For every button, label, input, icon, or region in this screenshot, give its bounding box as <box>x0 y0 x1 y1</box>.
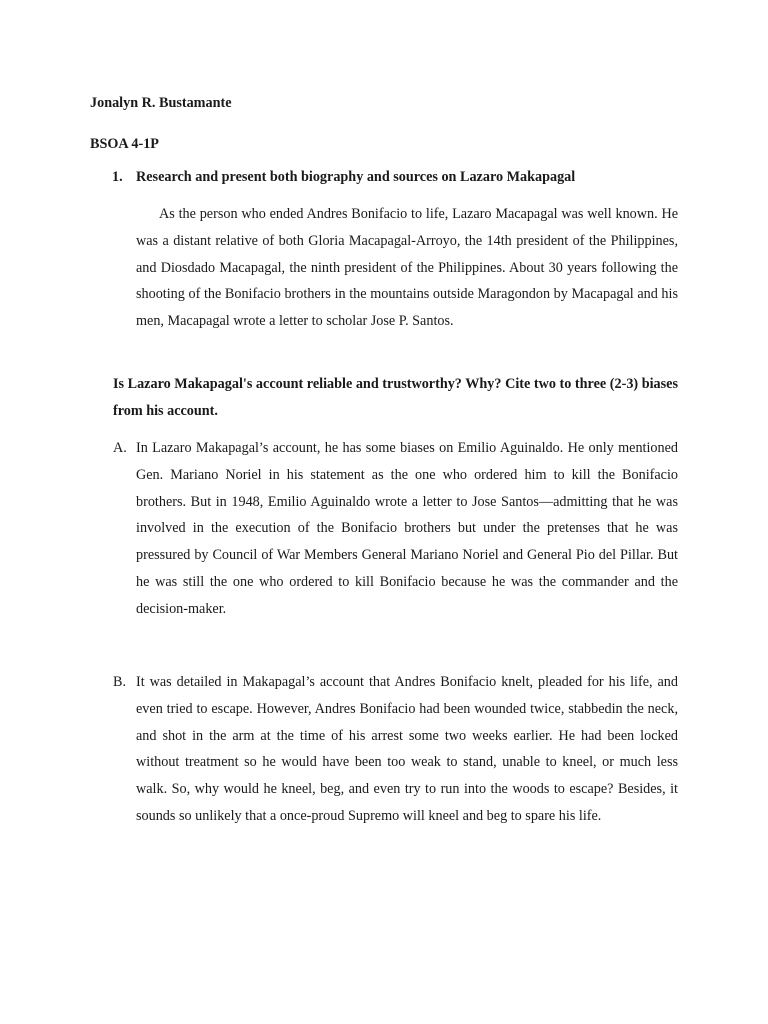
question-1-body: As the person who ended Andres Bonifacio to life, Lazaro Macapagal was well known. He was a distant relative of both Gloria Macapagal-Arroyo, the 14th president of the Philippines, and Diosdado Macapagal, the ninth president of the Philippines. About 30 years following the shooting of the Bonifacio brothers in the mountains outside Maragondon by Macapagal and his men, Macapagal wrote a letter to scholar Jose P. Santos. <box>136 206 678 330</box>
answer-a-marker: A. <box>113 440 127 456</box>
question-1-number: 1. <box>112 169 123 185</box>
question-2-title: Is Lazaro Makapagal's account reliable and trustworthy? Why? Cite two to three (2-3) biases from his account. <box>113 376 678 419</box>
course-section: BSOA 4-1P <box>90 136 159 152</box>
author-name: Jonalyn R. Bustamante <box>90 95 232 111</box>
question-1-title: Research and present both biography and sources on Lazaro Makapagal <box>136 169 576 185</box>
answer-a-text: In Lazaro Makapagal’s account, he has some biases on Emilio Aguinaldo. He only mentioned Gen. Mariano Noriel in his statement as the one who ordered him to kill the Bonifacio brothers. But in 1948, Emilio Aguinaldo wrote a letter to Jose Santos—admitting that he was involved in the execution of the Bonifacio brothers but under the pretenses that he was pressured by Council of War Members General Mariano Noriel and General Pio del Pillar. But he was still the one who ordered to kill Bonifacio because he was the commander and the decision-maker. <box>136 440 678 617</box>
answer-b-text: It was detailed in Makapagal’s account that Andres Bonifacio knelt, pleaded for his life, and even tried to escape. However, Andres Bonifacio had been wounded twice, stabbedin the neck, and shot in the arm at the time of his arrest some two weeks earlier. He had been locked without treatment so he would have been too weak to stand, unable to kneel, or much less walk. So, why would he kneel, beg, and even try to run into the woods to escape? Besides, it sounds so unlikely that a once-proud Supremo will kneel and beg to spare his life. <box>136 674 678 824</box>
answer-b-marker: B. <box>113 674 127 690</box>
